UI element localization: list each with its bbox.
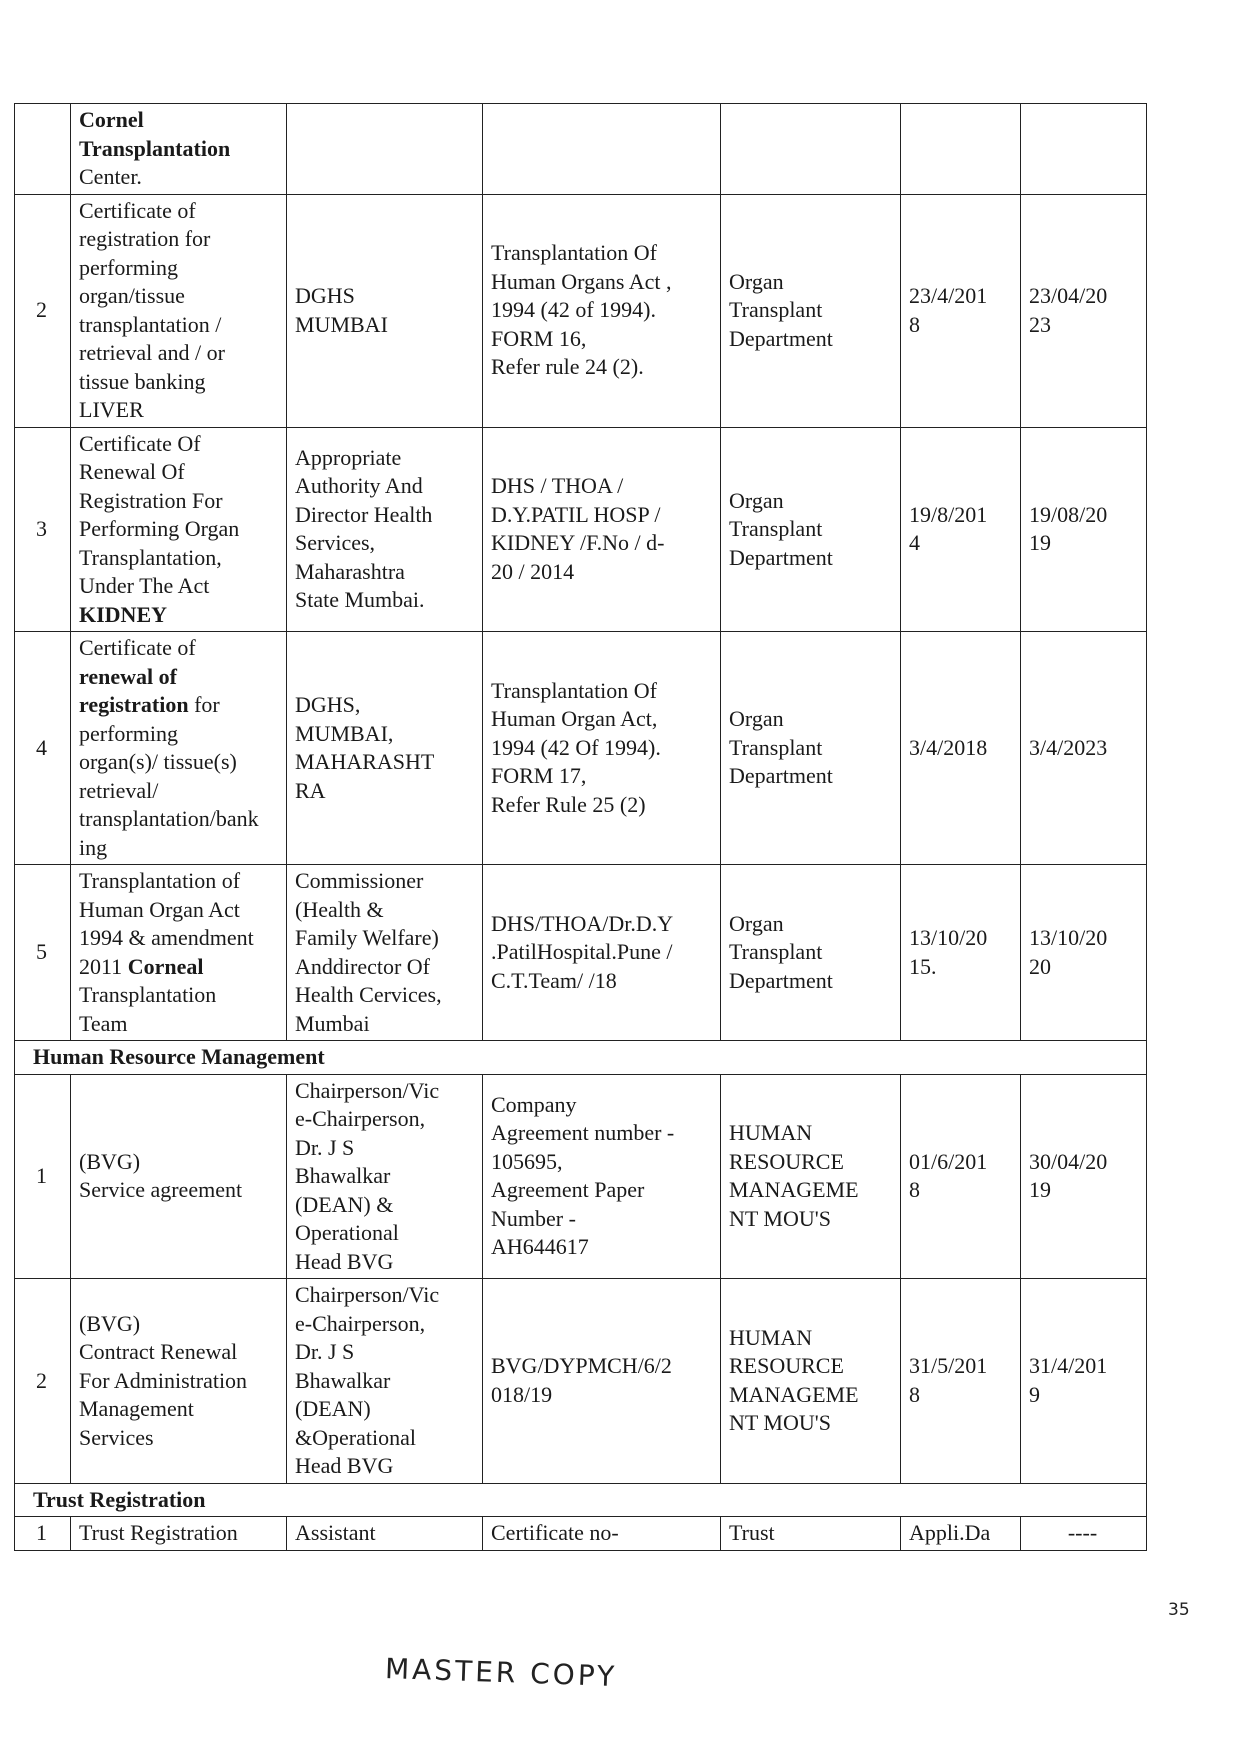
issue-date (901, 1279, 1021, 1484)
title-text: Renewal Of (79, 459, 185, 484)
issuing-authority-line: (DEAN) (295, 1396, 371, 1421)
table-row (15, 427, 1147, 632)
issuing-authority-line: DGHS, (295, 692, 361, 717)
issue-date-line: 01/6/201 (909, 1148, 988, 1174)
issue-date (901, 865, 1021, 1041)
expiry-date-line: 19 (1029, 530, 1051, 556)
title-text: Transplantation (79, 135, 231, 161)
expiry-date (1021, 632, 1147, 865)
document-title (71, 632, 287, 865)
title-text: 2011 (79, 953, 128, 979)
department (721, 427, 901, 632)
title-text: registration (79, 692, 189, 717)
issue-date-line: 23/4/201 (909, 283, 988, 308)
document-title-line (79, 1338, 276, 1367)
document-title-line (79, 430, 276, 459)
expiry-date (1021, 427, 1147, 632)
issuing-authority-line: Appropriate (295, 444, 402, 470)
expiry-date-line: 31/4/201 (1029, 1353, 1108, 1379)
expiry-date (1021, 865, 1147, 1041)
document-title-line (79, 163, 276, 192)
title-text: Center. (79, 164, 142, 189)
reference-number-line: Transplantation Of (491, 677, 658, 703)
document-title-line (79, 225, 276, 254)
title-text: Transplantation of (79, 868, 241, 893)
document-title-line (79, 981, 276, 1010)
issuing-authority-line: Authority And (295, 473, 423, 499)
title-text: Service agreement (79, 1177, 243, 1203)
document-title-line (79, 197, 276, 226)
document-title-line (79, 1176, 276, 1205)
reference-number-line: Agreement number - (491, 1120, 675, 1146)
document-title (71, 194, 287, 427)
issue-date (901, 427, 1021, 632)
title-text: Corneal (127, 953, 204, 979)
issuing-authority-line: Operational (295, 1220, 399, 1245)
reference-number-line: Number - (491, 1205, 576, 1231)
document-title-line (79, 254, 276, 283)
document-title-line (79, 458, 276, 487)
title-text: 1994 & amendment (79, 925, 254, 950)
reference-number-line: Human Organ Act, (491, 706, 658, 732)
reference-number (483, 104, 721, 195)
document-title-line (79, 396, 276, 425)
document-title-line (79, 805, 276, 834)
issuing-authority-line: Bhawalkar (295, 1367, 391, 1393)
document-title-line (79, 1010, 276, 1039)
expiry-date (1021, 104, 1147, 195)
title-text: tissue banking (79, 368, 206, 394)
page-number: 35 (1168, 1600, 1190, 1620)
reference-number (483, 1279, 721, 1484)
department-line: Department (729, 967, 833, 993)
document-title (71, 427, 287, 632)
title-text: Certificate of (79, 635, 196, 660)
title-text: organ(s)/ tissue(s) (79, 749, 237, 774)
expiry-date-line: 30/04/20 (1029, 1148, 1108, 1174)
expiry-date-line: 23/04/20 (1029, 283, 1108, 308)
issuing-authority-line: e-Chairperson, (295, 1310, 426, 1336)
issue-date-line: 19/8/201 (909, 501, 988, 527)
issuing-authority-line: State Mumbai. (295, 587, 425, 613)
issuing-authority-line: Health Cervices, (295, 982, 442, 1007)
reference-number-line: KIDNEY /F.No / d- (491, 530, 665, 556)
document-title-line (79, 777, 276, 806)
title-text: Cornel (79, 107, 144, 132)
reference-number (483, 427, 721, 632)
department-line: HUMAN (729, 1324, 813, 1350)
reference-number-line: .PatilHospital.Pune / (491, 939, 673, 965)
document-title-line (79, 1424, 276, 1453)
department-line: Organ (729, 910, 784, 936)
document-title-line (79, 634, 276, 663)
title-text: ing (79, 834, 108, 860)
issuing-authority-line: DGHS (295, 283, 355, 308)
table-row (15, 1279, 1147, 1484)
issuing-authority (287, 632, 483, 865)
department-line: RESOURCE (729, 1148, 844, 1174)
row-number: 2 (15, 194, 71, 427)
master-copy-stamp: MASTER COPY (384, 1651, 618, 1694)
issuing-authority (287, 865, 483, 1041)
title-text: KIDNEY (79, 601, 168, 627)
title-text: performing (79, 254, 178, 280)
title-text: transplantation/bank (79, 806, 259, 831)
title-text: renewal of (79, 663, 177, 689)
department (721, 194, 901, 427)
row-number: 5 (15, 865, 71, 1041)
issuing-authority-line: Dr. J S (295, 1134, 355, 1160)
document-title-line (79, 924, 276, 953)
document-title (71, 1074, 287, 1279)
department-line: Organ (729, 706, 784, 732)
table-row (15, 1074, 1147, 1279)
department-line: RESOURCE (729, 1353, 844, 1379)
issue-date-line: 13/10/20 (909, 925, 988, 950)
reference-number-line: DHS / THOA / (491, 473, 624, 499)
title-text: Services (79, 1424, 154, 1450)
issuing-authority-line: (DEAN) & (295, 1191, 394, 1217)
reference-number-line: C.T.Team/ /18 (491, 967, 617, 993)
issuing-authority (287, 1074, 483, 1279)
title-text: Management (79, 1396, 194, 1421)
department-line: Department (729, 763, 833, 789)
reference-number: Certificate no- (483, 1517, 721, 1551)
section-hr (15, 1041, 1147, 1075)
department-line: Department (729, 325, 833, 351)
document-title-line (79, 1310, 276, 1339)
row-number: 3 (15, 427, 71, 632)
document-title-line (79, 691, 276, 720)
issue-date-line: 8 (909, 311, 920, 337)
department (721, 1279, 901, 1484)
expiry-date-line: 19 (1029, 1177, 1051, 1203)
document-title-line (79, 282, 276, 311)
title-text: Team (79, 1010, 128, 1036)
reference-number-line: Company (491, 1091, 577, 1117)
issuing-authority-line: Chairperson/Vic (295, 1282, 440, 1307)
department-line: Department (729, 544, 833, 570)
document-title: Trust Registration (71, 1517, 287, 1551)
reference-number-line: BVG/DYPMCH/6/2 (491, 1353, 672, 1379)
department: Trust (721, 1517, 901, 1551)
expiry-date (1021, 1074, 1147, 1279)
document-title-line (79, 663, 276, 692)
expiry-date-line: 23 (1029, 311, 1051, 337)
document-title-line (79, 135, 276, 164)
title-text: Contract Renewal (79, 1339, 238, 1364)
reference-number (483, 632, 721, 865)
issuing-authority-line: MUMBAI, (295, 720, 394, 746)
expiry-date (1021, 194, 1147, 427)
issuing-authority-line: MUMBAI (295, 311, 388, 337)
title-text: for (188, 692, 220, 717)
reference-number (483, 865, 721, 1041)
title-text: organ/tissue (79, 283, 185, 308)
row-number: 1 (15, 1517, 71, 1551)
issue-date-line: 4 (909, 530, 920, 556)
reference-number-line: FORM 17, (491, 763, 587, 789)
issuing-authority-line: MAHARASHT (295, 749, 435, 774)
section-heading-human-resource: Human Resource Management (15, 1041, 1147, 1075)
issuing-authority-line: e-Chairperson, (295, 1106, 426, 1131)
document-title-line (79, 339, 276, 368)
issue-date-line: 8 (909, 1381, 920, 1407)
document-title-line (79, 748, 276, 777)
reference-number (483, 194, 721, 427)
table-row (15, 104, 1147, 195)
issue-date (901, 632, 1021, 865)
document-title-line (79, 368, 276, 397)
document-title (71, 104, 287, 195)
reference-number-line: 018/19 (491, 1381, 553, 1407)
table-row (15, 632, 1147, 865)
reference-number-line: D.Y.PATIL HOSP / (491, 501, 661, 527)
table-row (15, 865, 1147, 1041)
title-text: Certificate Of (79, 430, 201, 456)
document-title-line (79, 1367, 276, 1396)
issuing-authority-line: Director Health (295, 501, 433, 527)
issuing-authority (287, 104, 483, 195)
document-title-line (79, 834, 276, 863)
department-line: Transplant (729, 734, 823, 760)
reference-number-line: 1994 (42 of 1994). (491, 297, 656, 323)
expiry-date-line: 13/10/20 (1029, 925, 1108, 950)
issuing-authority-line: Commissioner (295, 868, 424, 893)
department-line: Transplant (729, 939, 823, 965)
row-number (15, 104, 71, 195)
issuing-authority-line: Mumbai (295, 1010, 370, 1036)
issue-date (901, 104, 1021, 195)
issuing-authority-line: Chairperson/Vic (295, 1077, 440, 1103)
department (721, 632, 901, 865)
title-text: retrieval and / or (79, 340, 225, 365)
issue-date-line: 8 (909, 1177, 920, 1203)
reference-number-line: Agreement Paper (491, 1177, 645, 1203)
issuing-authority-line: &Operational (295, 1424, 416, 1450)
reference-number-line: Human Organs Act , (491, 268, 672, 294)
document-title-line (79, 515, 276, 544)
issuing-authority-line: Maharashtra (295, 558, 405, 584)
table-body-transplant (15, 104, 1147, 1041)
document-title-line (79, 720, 276, 749)
department-line: Organ (729, 487, 784, 513)
expiry-date-line: 3/4/2023 (1029, 734, 1108, 760)
issue-date (901, 194, 1021, 427)
department-line: MANAGEME (729, 1381, 859, 1407)
title-text: transplantation / (79, 311, 222, 337)
issuing-authority-line: Anddirector Of (295, 953, 431, 979)
document-title-line (79, 311, 276, 340)
reference-number-line: AH644617 (491, 1234, 589, 1260)
document-title-line (79, 1395, 276, 1424)
document-title-line (79, 572, 276, 601)
document-title-line (79, 896, 276, 925)
issuing-authority-line: Family Welfare) (295, 925, 439, 950)
document-title-line (79, 867, 276, 896)
title-text: For Administration (79, 1367, 248, 1393)
title-text: Transplantation, (79, 544, 222, 570)
document-title (71, 1279, 287, 1484)
department-line: Transplant (729, 297, 823, 323)
issuing-authority-line: Bhawalkar (295, 1163, 391, 1188)
section-trust (15, 1483, 1147, 1550)
issuing-authority-line: Head BVG (295, 1248, 394, 1274)
document-title-line (79, 1148, 276, 1177)
title-text: LIVER (79, 397, 144, 422)
expiry-date-line: 9 (1029, 1381, 1040, 1407)
title-text: Transplantation (79, 982, 217, 1007)
document-title-line (79, 106, 276, 135)
row-number: 1 (15, 1074, 71, 1279)
title-text: retrieval/ (79, 777, 159, 803)
reference-number-line: 20 / 2014 (491, 558, 575, 584)
issuing-authority-line: (Health & (295, 896, 384, 922)
issuing-authority (287, 1279, 483, 1484)
title-text: (BVG) (79, 1148, 141, 1174)
department (721, 865, 901, 1041)
document-title-line (79, 601, 276, 630)
title-text: performing (79, 720, 178, 746)
department-line: NT MOU'S (729, 1410, 831, 1436)
issue-date-line: 15. (909, 953, 937, 979)
row-number: 2 (15, 1279, 71, 1484)
department-line: Transplant (729, 516, 823, 541)
title-text: Registration For (79, 487, 223, 513)
department-line: MANAGEME (729, 1177, 859, 1203)
issue-date: Appli.Da (901, 1517, 1021, 1551)
reference-number-line: FORM 16, (491, 325, 587, 351)
expiry-date-line: 20 (1029, 953, 1051, 979)
department (721, 1074, 901, 1279)
title-text: registration for (79, 226, 211, 251)
expiry-date-line: 19/08/20 (1029, 501, 1108, 527)
table-row (15, 194, 1147, 427)
title-text: Under The Act (79, 573, 210, 598)
reference-number-line: DHS/THOA/Dr.D.Y (491, 910, 674, 936)
issuing-authority (287, 194, 483, 427)
reference-number-line: Refer rule 24 (2). (491, 354, 644, 380)
issuing-authority-line: Services, (295, 530, 376, 556)
title-text: Performing Organ (79, 516, 240, 541)
document-title-line (79, 953, 276, 982)
department-line: HUMAN (729, 1120, 813, 1146)
issuing-authority: Assistant (287, 1517, 483, 1551)
reference-number-line: 1994 (42 Of 1994). (491, 734, 661, 760)
department-line: NT MOU'S (729, 1205, 831, 1231)
department-line: Organ (729, 268, 784, 294)
table-body-hr (15, 1074, 1147, 1483)
issue-date-line: 31/5/201 (909, 1353, 988, 1379)
title-text: (BVG) (79, 1310, 141, 1336)
document-title (71, 865, 287, 1041)
reference-number-line: Refer Rule 25 (2) (491, 791, 646, 817)
reference-number-line: Transplantation Of (491, 240, 658, 266)
issue-date (901, 1074, 1021, 1279)
table-row (15, 1517, 1147, 1551)
issue-date-line: 3/4/2018 (909, 734, 988, 760)
issuing-authority-line: Dr. J S (295, 1339, 355, 1364)
issuing-authority-line: Head BVG (295, 1453, 394, 1478)
title-text: Human Organ Act (79, 896, 240, 922)
document-title-line (79, 544, 276, 573)
reference-number-line: 105695, (491, 1148, 563, 1174)
document-page (14, 103, 1146, 1551)
row-number: 4 (15, 632, 71, 865)
department (721, 104, 901, 195)
expiry-date (1021, 1279, 1147, 1484)
reference-number (483, 1074, 721, 1279)
title-text: Certificate of (79, 197, 196, 223)
registration-table (14, 103, 1147, 1551)
expiry-date: ---- (1021, 1517, 1147, 1551)
document-title-line (79, 487, 276, 516)
issuing-authority (287, 427, 483, 632)
issuing-authority-line: RA (295, 777, 326, 803)
section-heading-trust: Trust Registration (15, 1483, 1147, 1517)
